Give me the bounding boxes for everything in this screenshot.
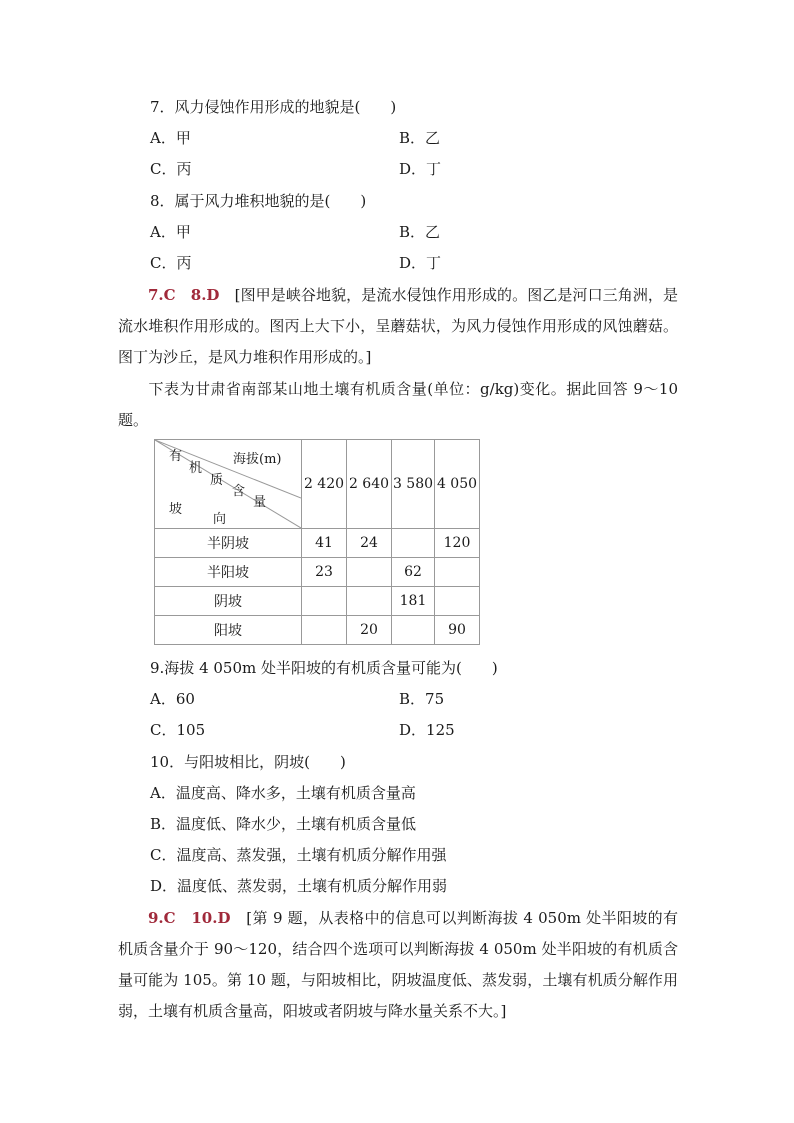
question-7-stem: 7．风力侵蚀作用形成的地貌是( ): [150, 98, 397, 116]
header-mid-char-5: 量: [253, 495, 267, 510]
header-altitude: 海拔(m): [233, 452, 282, 467]
table-row: [155, 587, 480, 616]
value-cell: [302, 587, 347, 616]
question-9-option-b: B．75: [399, 690, 445, 708]
altitude-header-cell: 2 420: [302, 440, 347, 529]
value-cell: 41: [302, 529, 347, 558]
aspect-cell: 阴坡: [155, 587, 302, 616]
value-cell: 20: [347, 616, 392, 645]
header-bottom-char-1: 坡: [169, 502, 183, 517]
header-mid-char-2: 机: [189, 461, 203, 476]
question-7-option-d: D．丁: [399, 160, 442, 178]
question-9-option-c: C．105: [150, 721, 206, 739]
question-8-option-d: D．丁: [399, 254, 442, 272]
aspect-cell: 半阴坡: [155, 529, 302, 558]
question-9-stem: 9.海拔 4 050m 处半阳坡的有机质含量可能为( ): [150, 659, 498, 677]
value-cell: 181: [392, 587, 435, 616]
table-diagonal-header: [155, 440, 302, 529]
value-cell: 24: [347, 529, 392, 558]
table-intro-text: 下表为甘肃省南部某山地土壤有机质含量(单位：g/kg)变化。据此回答 9～10 题。: [118, 380, 678, 429]
question-10-option-a: A．温度高、降水多，土壤有机质含量高: [150, 784, 416, 802]
value-cell: [435, 558, 480, 587]
value-cell: [347, 587, 392, 616]
answer-9-10-text: [第 9 题，从表格中的信息可以判断海拔 4 050m 处半阳坡的有机质含量介于 90～120，结合四个选项可以判断海拔 4 050m 处半阳坡的有机质含量可能为 105。第 10 题，与阳坡相比，阴坡温度低、蒸发弱，土壤有机质分解作用弱，土壤有机质含量高，阳坡或者阴坡与降水量关系不大。]: [118, 909, 678, 1020]
altitude-header-cell: 4 050: [435, 440, 480, 529]
header-mid-char-1: 有: [169, 449, 183, 464]
table-row: [155, 616, 480, 645]
value-cell: [435, 587, 480, 616]
table-row: [155, 529, 480, 558]
answer-9-10-explanation: [118, 903, 678, 1027]
value-cell: 62: [392, 558, 435, 587]
question-8-option-c: C．丙: [150, 254, 192, 272]
answer-9-10-label: 9.C 10.D: [148, 909, 231, 927]
question-9-option-a: A．60: [150, 690, 195, 708]
answer-7-8-explanation: [118, 280, 678, 373]
value-cell: 90: [435, 616, 480, 645]
question-7-option-a: A．甲: [150, 129, 191, 147]
question-10-stem: 10．与阳坡相比，阴坡( ): [150, 753, 346, 771]
question-10-option-d: D．温度低、蒸发弱，土壤有机质分解作用弱: [150, 877, 448, 895]
question-10-option-c: C．温度高、蒸发强，土壤有机质分解作用强: [150, 846, 447, 864]
table-row: [155, 558, 480, 587]
value-cell: [392, 529, 435, 558]
header-mid-char-3: 质: [210, 473, 224, 488]
question-8-option-a: A．甲: [150, 223, 191, 241]
value-cell: [392, 616, 435, 645]
question-8-option-b: B．乙: [399, 223, 441, 241]
organic-matter-table: [154, 439, 480, 645]
value-cell: [347, 558, 392, 587]
answer-7-8-label: 7.C 8.D: [148, 286, 220, 304]
aspect-cell: 阳坡: [155, 616, 302, 645]
value-cell: 120: [435, 529, 480, 558]
header-mid-char-4: 含: [232, 484, 246, 499]
value-cell: 23: [302, 558, 347, 587]
header-bottom-char-2: 向: [213, 512, 227, 527]
question-7-option-b: B．乙: [399, 129, 441, 147]
aspect-cell: 半阳坡: [155, 558, 302, 587]
value-cell: [302, 616, 347, 645]
table-intro: [118, 374, 678, 436]
question-7-option-c: C．丙: [150, 160, 192, 178]
answer-7-8-text: [图甲是峡谷地貌，是流水侵蚀作用形成的。图乙是河口三角洲，是流水堆积作用形成的。图丙上大下小，呈蘑菇状，为风力侵蚀作用形成的风蚀蘑菇。图丁为沙丘，是风力堆积作用形成的。]: [118, 286, 679, 366]
altitude-header-cell: 2 640: [347, 440, 392, 529]
question-8-stem: 8．属于风力堆积地貌的是( ): [150, 192, 367, 210]
altitude-header-cell: 3 580: [392, 440, 435, 529]
question-10-option-b: B．温度低、降水少，土壤有机质含量低: [150, 815, 417, 833]
question-9-option-d: D．125: [399, 721, 455, 739]
